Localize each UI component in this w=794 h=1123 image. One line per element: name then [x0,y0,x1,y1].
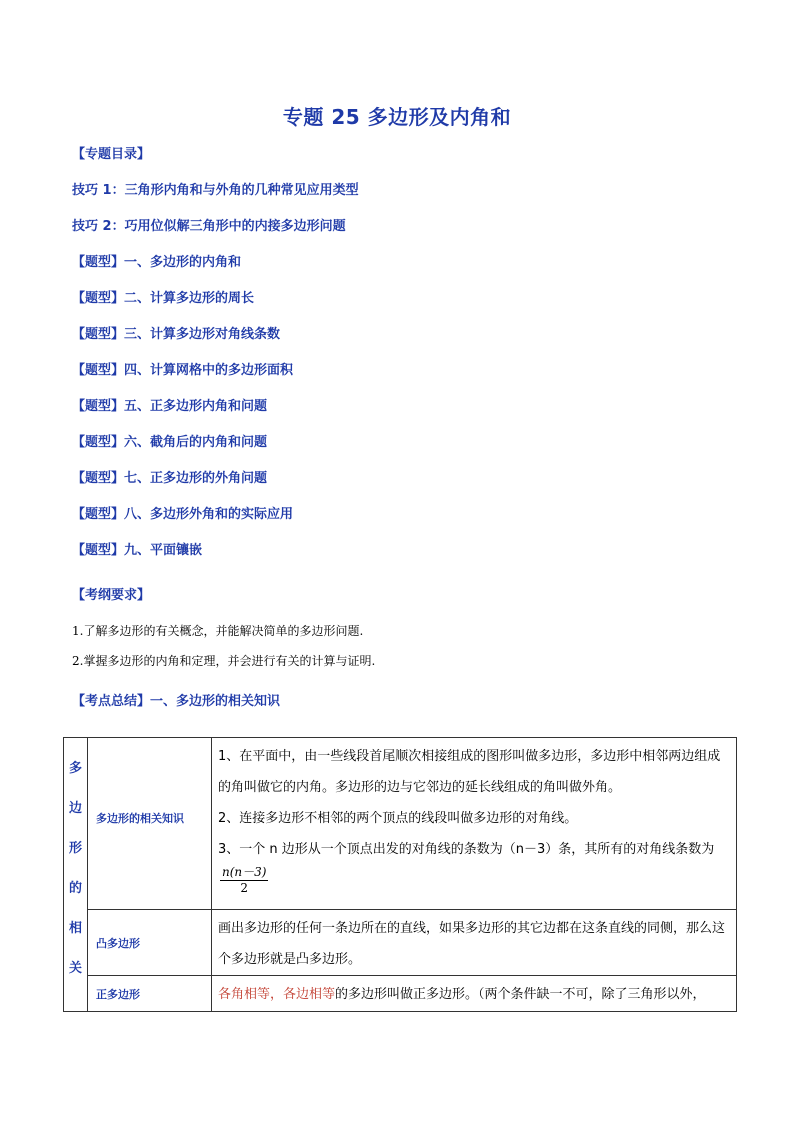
type-item-2: 【题型】二、计算多边形的周长 [72,291,255,306]
skill-item-2: 技巧 2：巧用位似解三角形中的内接多边形问题 [72,219,346,234]
toc-header: 【专题目录】 [72,147,151,162]
highlight-text: 各角相等，各边相等 [218,987,336,1002]
type-item-7: 【题型】七、正多边形的外角问题 [72,471,268,486]
diagonal-paragraph: 2、连接多边形不相邻的两个顶点的线段叫做多边形的对角线。 [218,811,578,826]
requirement-1: 1.了解多边形的有关概念，并能解决简单的多边形问题. [72,624,364,638]
side-char: 相 [68,921,82,936]
page-title: 专题 25 多边形及内角和 [282,105,512,129]
definition-paragraph: 1、在平面中，由一些线段首尾顺次相接组成的图形叫做多边形，多边形中相邻两边组成的角叫做它的内角。多边形的边与它邻边的延长线组成的角叫做外角。 [218,749,721,795]
row-content: 画出多边形的任何一条边所在的直线，如果多边形的其它边都在这条直线的同侧，那么这个多边形就是凸多边形。 [212,910,737,976]
side-heading [64,738,88,1012]
table-row [64,910,737,976]
side-char: 关 [68,961,82,976]
type-item-8: 【题型】八、多边形外角和的实际应用 [72,507,294,522]
knowledge-table [63,737,737,1012]
type-item-4: 【题型】四、计算网格中的多边形面积 [72,363,294,378]
row-label: 多边形的相关知识 [88,738,212,910]
row-label: 正多边形 [88,976,212,1012]
side-char: 形 [68,841,82,856]
type-item-1: 【题型】一、多边形的内角和 [72,255,242,270]
requirement-2: 2.掌握多边形的内角和定理，并会进行有关的计算与证明. [72,654,376,668]
type-item-5: 【题型】五、正多边形内角和问题 [72,399,268,414]
type-item-9: 【题型】九、平面镶嵌 [72,543,203,558]
summary-header: 【考点总结】一、多边形的相关知识 [72,694,281,709]
side-char: 多 [68,761,82,776]
skill-item-1: 技巧 1：三角形内角和与外角的几种常见应用类型 [72,183,359,198]
row-content: 各角相等，各边相等的多边形叫做正多边形。（两个条件缺一不可，除了三角形以外， [212,976,737,1012]
table-row [64,738,737,910]
side-char: 的 [68,881,82,896]
type-item-6: 【题型】六、截角后的内角和问题 [72,435,268,450]
requirements-header: 【考纲要求】 [72,588,151,603]
side-char: 边 [68,801,82,816]
diagonal-count-paragraph: 3、一个 n 边形从一个顶点出发的对角线的条数为（n－3）条，其所有的对角线条数为 $\frac{n(n-3)}{2}$ [218,842,715,895]
type-item-3: 【题型】三、计算多边形对角线条数 [72,327,281,342]
table-row [64,976,737,1012]
diagonal-formula: $\frac{n(n-3)}{2}$ [222,865,267,895]
row-label: 凸多边形 [88,910,212,976]
row-content [212,738,737,910]
